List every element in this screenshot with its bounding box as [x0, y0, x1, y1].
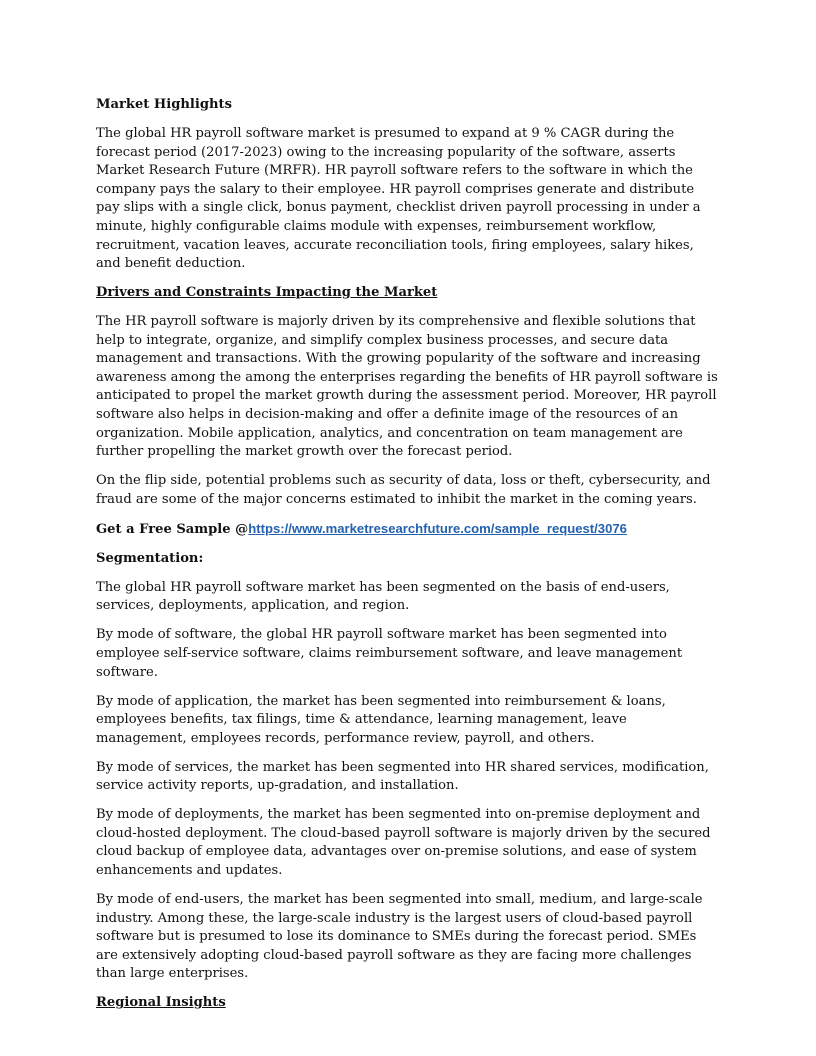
paragraph-segmentation-application: By mode of application, the market has been segmented into reimbursement & loans, employees benefits, tax filings, time & attendance, learning management, leave management, employees records, performance review, payroll, and others. [96, 693, 666, 746]
section-heading-segmentation: Segmentation: [96, 550, 204, 566]
free-sample-line [96, 520, 720, 540]
paragraph-segmentation-overview: The global HR payroll software market has been segmented on the basis of end-users, services, deployments, application, and region. [96, 579, 670, 614]
paragraph-market-highlights: The global HR payroll software market is presumed to expand at 9 % CAGR during the forecast period (2017-2023) owing to the increasing popularity of the software, asserts Market Research Future (MRFR). HR payroll software refers to the software in which the company pays the salary to their employee. HR payroll comprises generate and distribute pay slips with a single click, bonus payment, checklist driven payroll processing in under a minute, highly configurable claims module with expenses, reimbursement workflow, recruitment, vacation leaves, accurate reconciliation tools, firing employees, salary hikes, and benefit deduction. [96, 125, 701, 272]
paragraph-segmentation-software: By mode of software, the global HR payroll software market has been segmented into employee self-service software, claims reimbursement software, and leave management software. [96, 627, 683, 680]
section-heading-regional-insights: Regional Insights [96, 995, 226, 1011]
section-heading-drivers: Drivers and Constraints Impacting the Market [96, 285, 438, 301]
free-sample-label: Get a Free Sample @ [96, 521, 249, 537]
paragraph-segmentation-end-users: By mode of end-users, the market has been segmented into small, medium, and large-scale industry. Among these, the large-scale industry is the largest users of cloud-based payroll software but is presumed to lose its dominance to SMEs during the forecast period. SMEs are extensively adopting cloud-based payroll software as they are facing more challenges than large enterprises. [96, 892, 703, 982]
document-page [96, 96, 720, 1023]
paragraph-drivers: The HR payroll software is majorly driven by its comprehensive and flexible solutions that help to integrate, organize, and simplify complex business processes, and secure data management and transactions. With the growing popularity of the software and increasing awareness among the among the enterprises regarding the benefits of HR payroll software is anticipated to propel the market growth during the assessment period. Moreover, HR payroll software also helps in decision-making and offer a definite image of the resources of an organization. Mobile application, analytics, and concentration on team management are further propelling the market growth over the forecast period. [96, 314, 718, 460]
paragraph-constraints: On the flip side, potential problems such as security of data, loss or theft, cybersecurity, and fraud are some of the major concerns estimated to inhibit the market in the coming years. [96, 473, 711, 507]
sample-request-link[interactable]: https://www.marketresearchfuture.com/sample_request/3076 [248, 520, 627, 536]
paragraph-segmentation-services: By mode of services, the market has been segmented into HR shared services, modification, service activity reports, up-gradation, and installation. [96, 759, 709, 794]
section-heading-market-highlights: Market Highlights [96, 97, 232, 112]
paragraph-segmentation-deployments: By mode of deployments, the market has been segmented into on-premise deployment and cloud-hosted deployment. The cloud-based payroll software is majorly driven by the secured cloud backup of employee data, advantages over on-premise solutions, and ease of system enhancements and updates. [96, 807, 711, 879]
